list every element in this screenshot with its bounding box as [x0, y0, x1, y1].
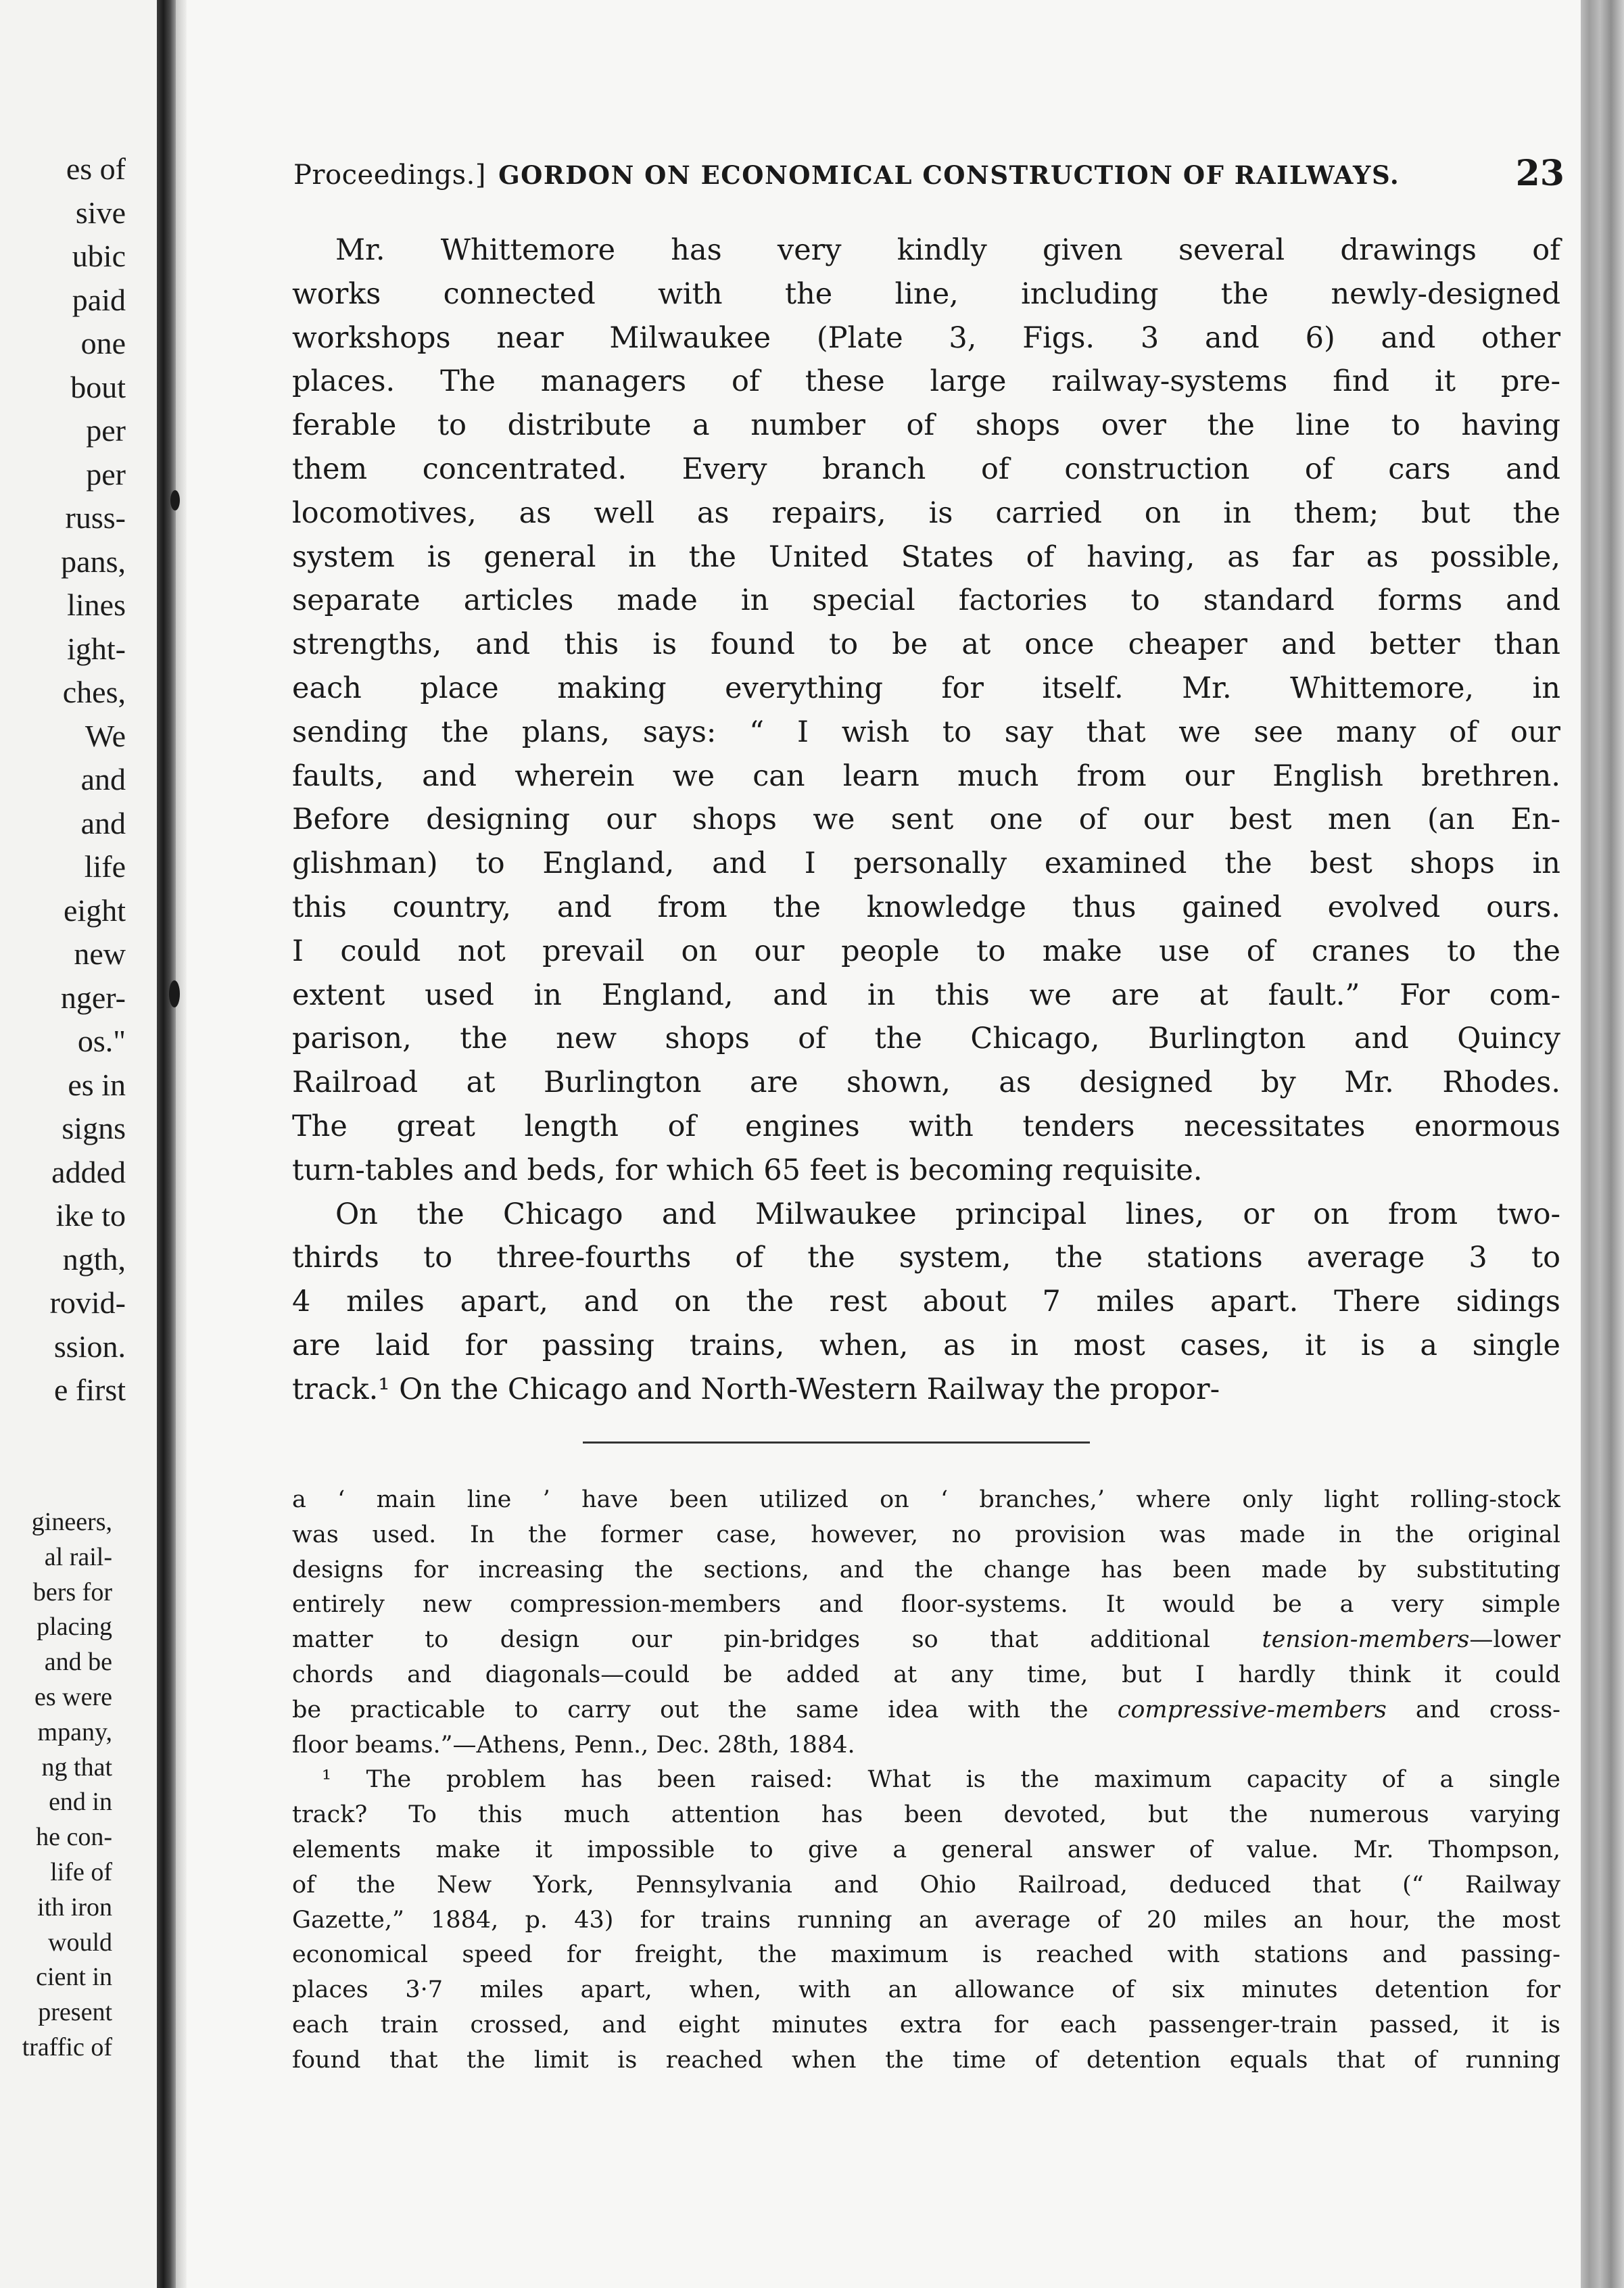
- running-head-title: GORDON ON ECONOMICAL CONSTRUCTION OF RAILWAYS.: [498, 160, 1400, 190]
- footnote-line: ¹ The problem has been raised: What is the maximum capacity of a single: [322, 1766, 1560, 1794]
- left-page-line: and: [80, 762, 126, 796]
- left-page-line: new: [74, 936, 126, 971]
- left-page-line: eight: [64, 892, 126, 928]
- left-page-footnote-line: life of: [50, 1857, 112, 1886]
- footnote-line: found that the limit is reached when the time of detention equals that of running: [292, 2046, 1560, 2074]
- body-line: are laid for passing trains, when, as in most cases, it is a single: [292, 1328, 1560, 1362]
- footnote-line: designs for increasing the sections, and the change has been made by substituting: [292, 1556, 1560, 1583]
- body-line: them concentrated. Every branch of construction of cars and: [292, 452, 1560, 486]
- left-page-line: paid: [72, 282, 126, 317]
- footnotes: [292, 1483, 1560, 2078]
- footnote-line: a ‘ main line ’ have been utilized on ‘ branches,’ where only light rolling-stock: [292, 1486, 1560, 1513]
- body-line: places. The managers of these large railway-systems find it pre-: [292, 364, 1560, 399]
- body-line: sending the plans, says: “ I wish to say that we see many of our: [292, 715, 1560, 749]
- left-page-footnote-line: gineers,: [31, 1508, 112, 1536]
- scan-smudge: [170, 490, 180, 510]
- left-page-line: sive: [75, 195, 126, 230]
- page-stack-edge: [1581, 0, 1624, 2288]
- body-line: track.¹ On the Chicago and North-Western Railway the propor-: [292, 1372, 1220, 1406]
- left-page-footnote-line: ith iron: [37, 1892, 112, 1922]
- body-line: extent used in England, and in this we are at fault.” For com-: [292, 978, 1560, 1012]
- footnote-1: [292, 1763, 1560, 2078]
- footnote-text: and cross-: [1386, 1696, 1560, 1723]
- body-line: The great length of engines with tenders necessitates enormous: [292, 1109, 1560, 1143]
- left-page-line: bout: [70, 369, 126, 404]
- left-page-line: es in: [68, 1067, 126, 1102]
- left-page-line: pans,: [61, 544, 126, 579]
- left-page-footnote-text: [22, 1505, 112, 2066]
- footnote-separator-rule: [583, 1441, 1090, 1444]
- body-line: Railroad at Burlington are shown, as designed by Mr. Rhodes.: [292, 1066, 1560, 1100]
- body-line: faults, and wherein we can learn much from our English brethren.: [292, 759, 1560, 793]
- left-page-line: ches,: [62, 675, 126, 709]
- left-page-footnote-line: bers for: [32, 1577, 112, 1606]
- left-page-line: rovid-: [49, 1285, 126, 1320]
- left-page-line: russ-: [65, 500, 126, 535]
- left-page-footnote-line: he con-: [36, 1823, 112, 1852]
- left-page-line: os.": [77, 1024, 126, 1058]
- footnote-line: places 3·7 miles apart, when, with an allowance of six minutes detention for: [292, 1976, 1560, 2004]
- scan-smudge: [169, 980, 180, 1007]
- running-head-section: Proceedings.]: [293, 160, 486, 191]
- left-page-line: life: [84, 849, 126, 884]
- page-number: 23: [1515, 153, 1565, 194]
- left-page-line: signs: [62, 1111, 126, 1145]
- left-page-footnote-line: placing: [37, 1613, 112, 1642]
- footnote-text: be practicable to carry out the same idea with the: [292, 1696, 1118, 1723]
- footnote-italic-term: tension-members: [1262, 1626, 1470, 1654]
- running-head: [293, 153, 1565, 207]
- body-line: 4 miles apart, and on the rest about 7 miles apart. There sidings: [292, 1285, 1560, 1319]
- left-facing-page: [0, 0, 157, 2288]
- body-line: system is general in the United States of having, as far as possible,: [292, 540, 1560, 574]
- body-line: Mr. Whittemore has very kindly given several drawings of: [335, 233, 1560, 267]
- footnote-line: chords and diagonals—could be added at any time, but I hardly think it could: [292, 1661, 1560, 1688]
- body-line: strengths, and this is found to be at once cheaper and better than: [292, 627, 1560, 662]
- left-page-line: ubic: [72, 239, 126, 273]
- right-page: [187, 0, 1581, 2288]
- left-page-line: ngth,: [62, 1241, 126, 1277]
- left-page-line: ight-: [67, 631, 126, 666]
- left-page-footnote-line: present: [38, 1998, 112, 2027]
- body-line: workshops near Milwaukee (Plate 3, Figs. 3 and 6) and other: [292, 320, 1560, 355]
- body-line: glishman) to England, and I personally examined the best shops in: [292, 847, 1560, 881]
- body-line: ferable to distribute a number of shops over the line to having: [292, 408, 1560, 443]
- left-page-line: per: [86, 413, 126, 448]
- footnote-line: was used. In the former case, however, no provision was made in the original: [292, 1521, 1560, 1548]
- left-page-footnote-line: ng that: [41, 1753, 112, 1782]
- left-page-line: ssion.: [53, 1329, 126, 1364]
- left-page-line: one: [80, 326, 126, 360]
- left-page-footnote-line: cient in: [36, 1963, 112, 1992]
- left-page-footnote-line: and be: [44, 1648, 112, 1677]
- body-line: this country, and from the knowledge thus gained evolved ours.: [292, 890, 1560, 924]
- body-line: parison, the new shops of the Chicago, Burlington and Quincy: [292, 1022, 1560, 1056]
- body-line: each place making everything for itself. Mr. Whittemore, in: [292, 671, 1560, 705]
- footnote-line: elements make it impossible to give a general answer of value. Mr. Thompson,: [292, 1836, 1560, 1863]
- left-page-line: e first: [53, 1373, 126, 1407]
- left-page-footnote-line: es were: [34, 1682, 112, 1711]
- body-line: locomotives, as well as repairs, is carried on in them; but the: [292, 496, 1560, 530]
- left-page-footnote-line: would: [48, 1928, 112, 1957]
- footnote-line: floor beams.”—Athens, Penn., Dec. 28th, 1884.: [292, 1731, 855, 1759]
- footnote-line: [292, 1623, 1560, 1658]
- footnote-italic-term: compressive-members: [1117, 1696, 1387, 1723]
- left-page-line: and: [80, 805, 126, 840]
- left-page-body-text: [50, 147, 126, 1412]
- footnote-line: entirely new compression-members and floor-systems. It would be a very simple: [292, 1591, 1560, 1619]
- body-line: I could not prevail on our people to make use of cranes to the: [292, 934, 1560, 968]
- left-page-footnote-line: end in: [49, 1788, 112, 1817]
- footnote-line: of the New York, Pennsylvania and Ohio Railroad, deduced that (“ Railway: [292, 1871, 1560, 1899]
- footnote-continued: [292, 1483, 1560, 1763]
- left-page-line: ike to: [55, 1198, 126, 1233]
- book-gutter: [157, 0, 176, 2288]
- left-page-line: added: [51, 1154, 126, 1189]
- left-page-footnote-line: mpany,: [37, 1717, 112, 1746]
- left-page-line: per: [86, 456, 126, 492]
- body-line: separate articles made in special factories to standard forms and: [292, 583, 1560, 618]
- footnote-line: [292, 1693, 1560, 1728]
- body-line: thirds to three-fourths of the system, the stations average 3 to: [292, 1241, 1560, 1275]
- footnote-text: —lower: [1469, 1626, 1560, 1654]
- left-page-line: nger-: [60, 980, 126, 1015]
- footnote-line: each train crossed, and eight minutes extra for each passenger-train passed, it is: [292, 2011, 1560, 2039]
- body-line: Before designing our shops we sent one of our best men (an En-: [292, 803, 1560, 837]
- left-page-footnote-line: traffic of: [22, 2032, 112, 2061]
- body-line: turn-tables and beds, for which 65 feet is becoming requisite.: [292, 1153, 1203, 1187]
- footnote-text: matter to design our pin-bridges so that additional: [292, 1626, 1262, 1654]
- footnote-line: economical speed for freight, the maximum is reached with stations and passing-: [292, 1941, 1560, 1969]
- gutter-edge-shading: [176, 0, 187, 2288]
- left-page-line: es of: [66, 151, 126, 186]
- left-page-line: We: [85, 718, 126, 753]
- left-page-line: lines: [67, 588, 126, 622]
- footnote-line: track? To this much attention has been devoted, but the numerous varying: [292, 1801, 1560, 1829]
- main-body-text: [292, 229, 1560, 1412]
- body-line: On the Chicago and Milwaukee principal lines, or on from two-: [335, 1197, 1560, 1231]
- left-page-footnote-line: al rail-: [44, 1542, 112, 1571]
- body-line: works connected with the line, including the newly-designed: [292, 277, 1560, 311]
- footnote-line: Gazette,” 1884, p. 43) for trains running an average of 20 miles an hour, the most: [292, 1906, 1560, 1934]
